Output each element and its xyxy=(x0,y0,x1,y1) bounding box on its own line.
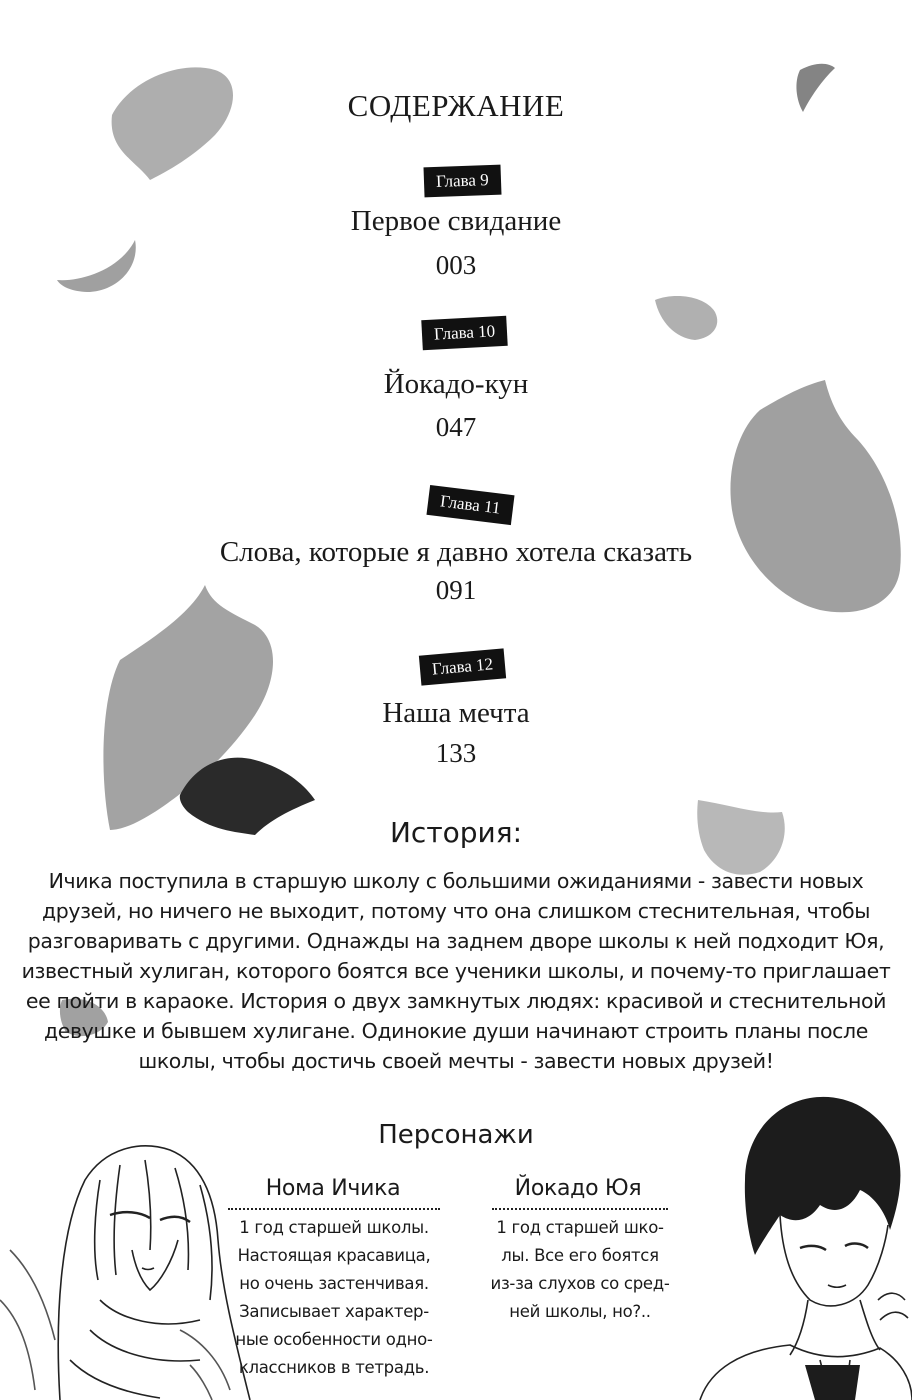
story-line: разговаривать с другими. Однажды на заднем дворе школы к ней подходит Юя, xyxy=(27,929,885,953)
chapter-11-page: 091 xyxy=(435,575,477,605)
story-line: Ичика поступила в старшую школу с большими ожиданиями - завести новых xyxy=(48,869,864,893)
story-line: друзей, но ничего не выходит, потому что она слишком стеснительная, чтобы xyxy=(41,899,871,923)
story-heading: История: xyxy=(389,816,523,849)
chapter-10-title: Йокадо-кун xyxy=(383,368,529,400)
ichika-description xyxy=(218,1214,450,1382)
chapter-11-tag: Глава 11 xyxy=(426,485,514,525)
yuya-desc-line: из-за слухов со сред- xyxy=(490,1274,670,1293)
chapter-9-page: 003 xyxy=(435,250,477,280)
chapter-10-page: 047 xyxy=(435,412,477,442)
characters-heading: Персонажи xyxy=(378,1120,534,1150)
story-line: девушке и бывшем хулигане. Одинокие души начинают строить планы после xyxy=(44,1019,868,1043)
toc-title: СОДЕРЖАНИЕ xyxy=(347,88,565,123)
ichika-desc-line: классников в тетрадь. xyxy=(238,1358,430,1377)
chapter-10-tag: Глава 10 xyxy=(421,316,508,350)
ichika-divider xyxy=(228,1208,440,1210)
story-line: известный хулиган, которого боятся все ученики школы, и почему-то приглашает xyxy=(21,959,891,983)
ichika-illustration xyxy=(0,1146,250,1400)
yuya-desc-line: 1 год старшей шко- xyxy=(496,1218,664,1237)
ichika-desc-line: Записывает характер- xyxy=(239,1302,429,1321)
story-line: ее пойти в караоке. История о двух замкнутых людях: красивой и стеснительной xyxy=(25,989,887,1013)
yuya-desc-line: лы. Все его боятся xyxy=(501,1246,659,1265)
chapter-11-title: Слова, которые я давно хотела сказать xyxy=(219,536,693,568)
chapter-12-page: 133 xyxy=(435,738,477,768)
yuya-name: Йокадо Юя xyxy=(514,1176,642,1201)
petal-mid-right-small xyxy=(655,296,717,340)
story-text xyxy=(20,866,892,1076)
yuya-description xyxy=(478,1214,682,1326)
yuya-desc-line: ней школы, но?.. xyxy=(509,1302,651,1321)
ichika-desc-line: но очень застенчивая. xyxy=(239,1274,429,1293)
chapter-12-tag: Глава 12 xyxy=(419,648,506,685)
story-line: школы, чтобы достичь своей мечты - завести новых друзей! xyxy=(138,1049,774,1073)
yuya-divider xyxy=(492,1208,668,1210)
chapter-12-title: Наша мечта xyxy=(382,697,530,729)
ichika-desc-line: Настоящая красавица, xyxy=(237,1246,431,1265)
ichika-desc-line: ные особенности одно- xyxy=(235,1330,433,1349)
chapter-9-title: Первое свидание xyxy=(350,205,562,237)
ichika-name: Нома Ичика xyxy=(265,1176,401,1201)
chapter-9-tag: Глава 9 xyxy=(423,165,501,198)
ichika-desc-line: 1 год старшей школы. xyxy=(239,1218,429,1237)
